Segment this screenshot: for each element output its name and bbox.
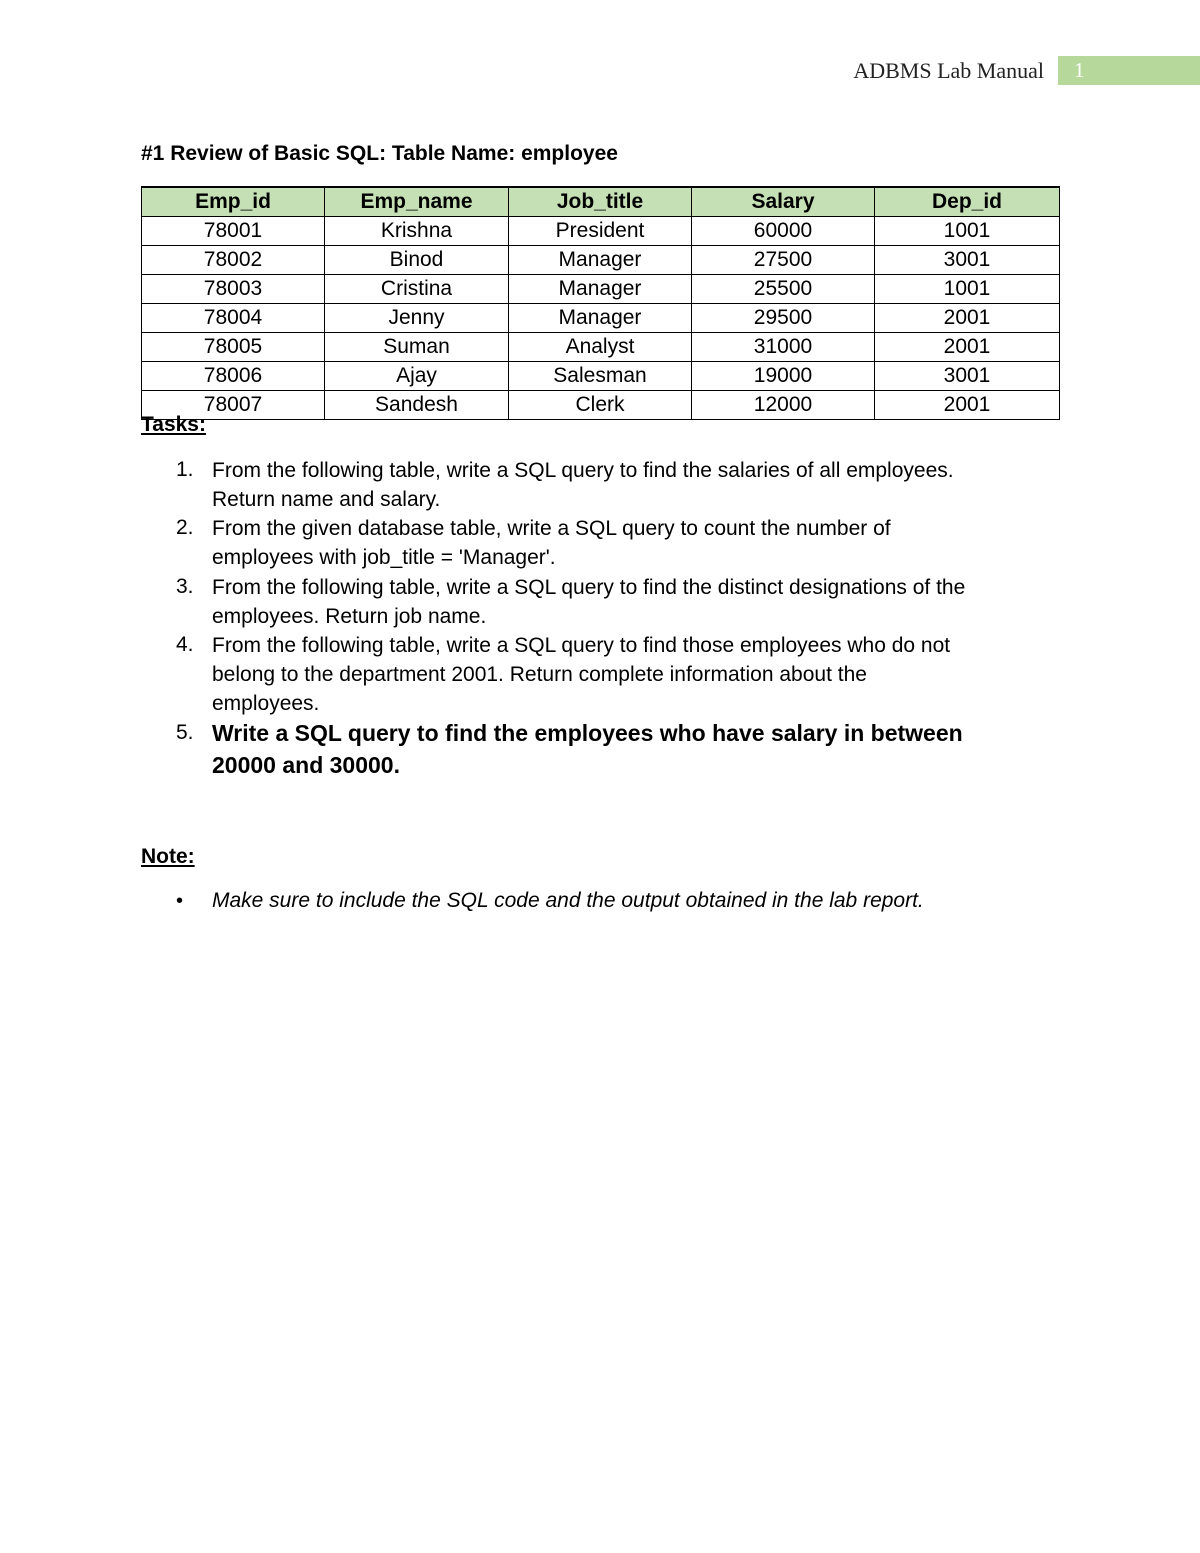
- table-row: [142, 217, 1060, 246]
- tasks-label: Tasks:: [141, 413, 206, 436]
- table-cell: Cristina: [325, 275, 509, 304]
- table-cell: 78001: [142, 217, 325, 246]
- table-row: [142, 362, 1060, 391]
- note-text: Make sure to include the SQL code and the output obtained in the lab report.: [212, 889, 924, 912]
- table-cell: 1001: [875, 275, 1060, 304]
- table-header-row: [142, 187, 1060, 217]
- column-header: Dep_id: [875, 187, 1060, 217]
- table-cell: Suman: [325, 333, 509, 362]
- note-label: Note:: [141, 845, 195, 868]
- table-cell: 78005: [142, 333, 325, 362]
- task-text: [212, 514, 1072, 572]
- task-text: [212, 573, 1072, 631]
- table-cell: 60000: [692, 217, 875, 246]
- task-line: Write a SQL query to find the employees who have salary in between: [212, 720, 963, 746]
- table-cell: 3001: [875, 246, 1060, 275]
- column-header: Emp_id: [142, 187, 325, 217]
- table-cell: Manager: [509, 275, 692, 304]
- table-cell: 3001: [875, 362, 1060, 391]
- table-row: [142, 246, 1060, 275]
- task-number: 3.: [176, 575, 194, 598]
- task-line: employees. Return job name.: [212, 605, 487, 628]
- task-number: 1.: [176, 458, 194, 481]
- page-number: 1: [1058, 56, 1200, 85]
- table-cell: 78003: [142, 275, 325, 304]
- table-cell: 27500: [692, 246, 875, 275]
- table-cell: 2001: [875, 391, 1060, 420]
- header-title: ADBMS Lab Manual: [853, 58, 1044, 83]
- table-cell: 78002: [142, 246, 325, 275]
- page-heading: #1 Review of Basic SQL: Table Name: employee: [141, 142, 618, 165]
- table-cell: 25500: [692, 275, 875, 304]
- task-text: [212, 456, 1072, 514]
- table-cell: Sandesh: [325, 391, 509, 420]
- table-cell: 29500: [692, 304, 875, 333]
- task-line: Return name and salary.: [212, 488, 441, 511]
- column-header: Emp_name: [325, 187, 509, 217]
- employee-table: [141, 186, 1060, 420]
- table-row: [142, 333, 1060, 362]
- task-line: From the given database table, write a SQL query to count the number of: [212, 517, 891, 540]
- table-cell: Jenny: [325, 304, 509, 333]
- table-cell: 2001: [875, 333, 1060, 362]
- bullet-icon: •: [176, 890, 184, 912]
- table-cell: 78007: [142, 391, 325, 420]
- task-number: 2.: [176, 516, 194, 539]
- table-cell: Binod: [325, 246, 509, 275]
- task-line: From the following table, write a SQL query to find the salaries of all employees.: [212, 459, 954, 482]
- table-cell: Clerk: [509, 391, 692, 420]
- task-line: belong to the department 2001. Return complete information about the: [212, 663, 867, 686]
- table-cell: Salesman: [509, 362, 692, 391]
- column-header: Salary: [692, 187, 875, 217]
- table-row: [142, 275, 1060, 304]
- task-number: 5.: [176, 721, 194, 744]
- table-row: [142, 304, 1060, 333]
- task-line: employees.: [212, 692, 320, 715]
- table-cell: 78004: [142, 304, 325, 333]
- table-cell: Manager: [509, 246, 692, 275]
- column-header: Job_title: [509, 187, 692, 217]
- table-cell: 1001: [875, 217, 1060, 246]
- table-cell: Manager: [509, 304, 692, 333]
- task-line: From the following table, write a SQL query to find the distinct designations of the: [212, 576, 966, 599]
- table-cell: 78006: [142, 362, 325, 391]
- table-cell: 2001: [875, 304, 1060, 333]
- table-cell: Ajay: [325, 362, 509, 391]
- task-line: employees with job_title = 'Manager'.: [212, 546, 556, 569]
- table-row: [142, 391, 1060, 420]
- table-cell: President: [509, 217, 692, 246]
- task-text: [212, 717, 1072, 781]
- table-cell: Analyst: [509, 333, 692, 362]
- table-cell: Krishna: [325, 217, 509, 246]
- task-line: 20000 and 30000.: [212, 752, 400, 778]
- task-text: [212, 631, 1072, 718]
- task-line: From the following table, write a SQL query to find those employees who do not: [212, 634, 951, 657]
- table-cell: 19000: [692, 362, 875, 391]
- task-number: 4.: [176, 633, 194, 656]
- table-cell: 12000: [692, 391, 875, 420]
- table-cell: 31000: [692, 333, 875, 362]
